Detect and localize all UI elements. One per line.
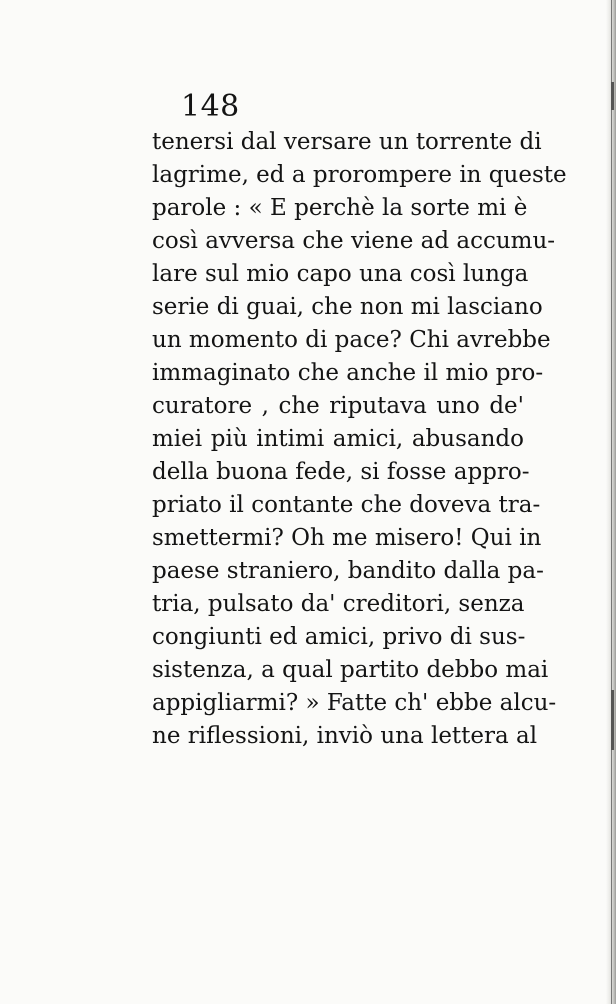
page-number: 148 — [181, 89, 240, 124]
text-line: parole : « E perchè la sorte mi è — [152, 195, 528, 221]
text-line: curatore , che riputava uno de' — [152, 393, 524, 419]
text-line: della buona fede, si fosse appro- — [152, 459, 530, 485]
text-line: smettermi? Oh me misero! Qui in — [152, 525, 542, 551]
text-line: miei più intimi amici, abusando — [152, 426, 524, 452]
text-line: ne riflessioni, inviò una lettera al — [152, 723, 538, 749]
text-line: congiunti ed amici, privo di sus- — [152, 624, 526, 650]
page-edge-mark — [611, 82, 614, 110]
body-text — [152, 126, 567, 753]
text-line: tria, pulsato da' creditori, senza — [152, 591, 525, 617]
text-line: un momento di pace? Chi avrebbe — [152, 327, 551, 353]
text-line: priato il contante che doveva tra- — [152, 492, 541, 518]
text-line: così avversa che viene ad accumu- — [152, 228, 556, 254]
text-line: serie di guai, che non mi lasciano — [152, 294, 543, 320]
text-line: lagrime, ed a prorompere in queste — [152, 162, 567, 188]
text-line: immaginato che anche il mio pro- — [152, 360, 544, 386]
page-edge-line — [611, 0, 612, 1004]
text-line: paese straniero, bandito dalla pa- — [152, 558, 544, 584]
text-line: tenersi dal versare un torrente di — [152, 129, 542, 155]
text-line: lare sul mio capo una così lunga — [152, 261, 529, 287]
text-line: appigliarmi? » Fatte ch' ebbe alcu- — [152, 690, 557, 716]
page-edge-mark — [611, 690, 614, 750]
text-line: sistenza, a qual partito debbo mai — [152, 657, 549, 683]
